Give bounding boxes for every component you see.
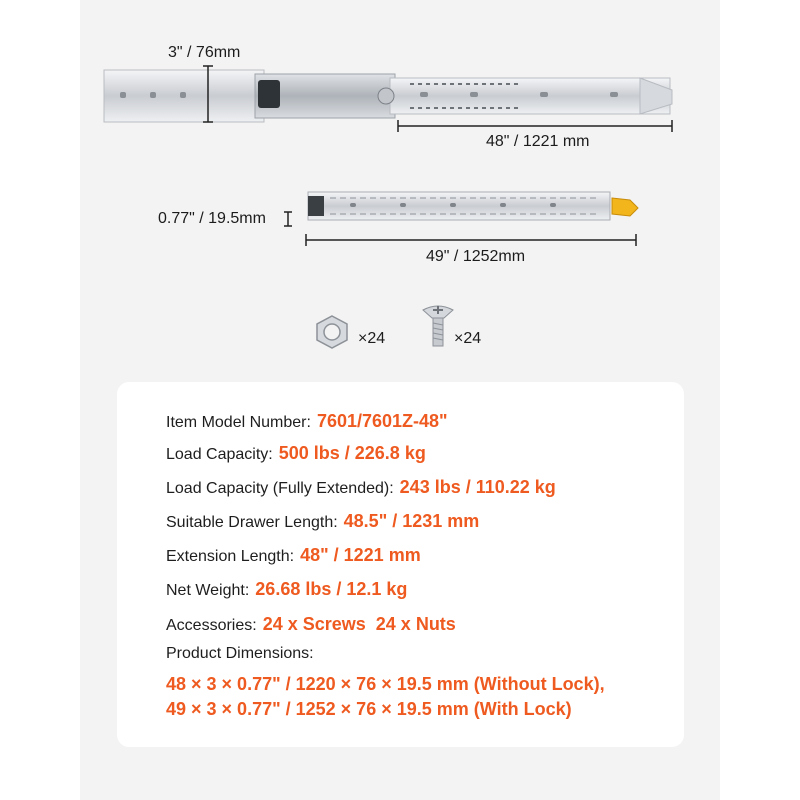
spec-drawer-length (166, 511, 479, 532)
spec-load-extended-value: 243 lbs / 110.22 kg (399, 477, 556, 497)
spec-accessories-label: Accessories: (166, 617, 257, 634)
rail-length-dimension: 49" / 1252mm (426, 248, 526, 265)
spec-drawer-length-label: Suitable Drawer Length: (166, 514, 338, 531)
spec-product-dimensions-line2: 49 × 3 × 0.77" / 1252 × 76 × 19.5 mm (With Lock) (166, 699, 572, 719)
spec-weight (166, 579, 407, 600)
spec-load-label: Load Capacity: (166, 446, 273, 463)
spec-weight-label: Net Weight: (166, 582, 250, 599)
extension-length-dimension: 48" / 1221 mm (486, 133, 590, 150)
spec-load-extended-label: Load Capacity (Fully Extended): (166, 480, 394, 497)
screw-count: ×24 (454, 330, 482, 347)
spec-extension-value: 48" / 1221 mm (300, 545, 421, 565)
rail-thickness-dimension: 0.77" / 19.5mm (158, 210, 266, 227)
spec-load (166, 443, 426, 464)
screw-icon (420, 304, 456, 348)
spec-accessories-nuts: 24 x Nuts (375, 614, 456, 634)
spec-load-extended (166, 477, 556, 498)
spec-model-value: 7601/7601Z-48" (316, 411, 448, 431)
spec-accessories-screws: 24 x Screws (262, 614, 366, 634)
nut-count: ×24 (358, 330, 386, 347)
spec-product-dimensions-label: Product Dimensions: (166, 645, 314, 662)
nut-icon (314, 314, 350, 350)
spec-extension (166, 545, 421, 566)
slide-width-dimension: 3" / 76mm (168, 44, 241, 61)
spec-model-label: Item Model Number: (166, 414, 311, 431)
spec-drawer-length-value: 48.5" / 1231 mm (343, 511, 480, 531)
spec-model (166, 411, 448, 432)
spec-accessories (166, 614, 456, 635)
spec-weight-value: 26.68 lbs / 12.1 kg (255, 579, 408, 599)
spec-product-dimensions-line1: 48 × 3 × 0.77" / 1220 × 76 × 19.5 mm (Without Lock), (166, 674, 605, 694)
spec-extension-label: Extension Length: (166, 548, 295, 565)
spec-load-value: 500 lbs / 226.8 kg (278, 443, 426, 463)
